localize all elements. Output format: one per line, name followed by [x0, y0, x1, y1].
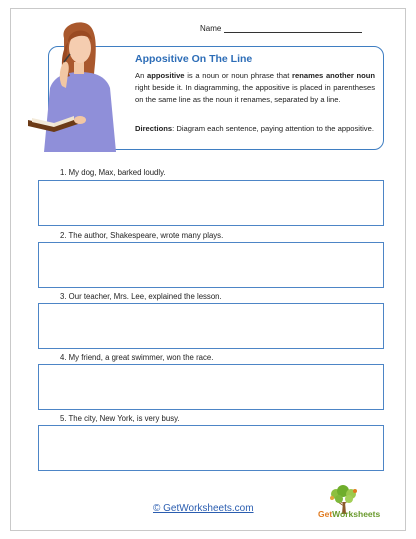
answer-box-1[interactable] [38, 180, 384, 226]
question-5: 5. The city, New York, is very busy. [60, 414, 180, 423]
question-4: 4. My friend, a great swimmer, won the race. [60, 353, 214, 362]
directions-text: : Diagram each sentence, paying attention to the appositive. [172, 124, 374, 133]
directions-label: Directions [135, 124, 173, 133]
term-renames: renames another noun [292, 71, 376, 80]
answer-box-3[interactable] [38, 303, 384, 349]
name-field[interactable] [200, 24, 362, 33]
term-appositive: appositive [146, 71, 185, 80]
answer-box-4[interactable] [38, 364, 384, 410]
intro-paragraph [135, 70, 375, 106]
intro-mid: is a noun or noun phrase that [184, 71, 293, 80]
answer-box-2[interactable] [38, 242, 384, 288]
question-1: 1. My dog, Max, barked loudly. [60, 168, 166, 177]
directions [135, 123, 375, 135]
question-2: 2. The author, Shakespeare, wrote many plays. [60, 231, 224, 240]
footer-link[interactable]: © GetWorksheets.com [153, 503, 254, 514]
logo-get: Get [318, 509, 333, 519]
intro-rest: right beside it. In diagramming, the appositive is placed in parentheses on the same line as the noun it renames, separated by a line. [135, 83, 375, 104]
teacher-illustration [24, 16, 134, 152]
logo-worksheets: Worksheets [332, 509, 381, 519]
brand-logo-text [318, 509, 380, 519]
name-blank-line[interactable] [224, 26, 362, 33]
intro-prefix: An [135, 71, 147, 80]
answer-box-5[interactable] [38, 425, 384, 471]
name-label: Name [200, 24, 222, 33]
question-3: 3. Our teacher, Mrs. Lee, explained the lesson. [60, 292, 222, 301]
worksheet-title: Appositive On The Line [135, 53, 253, 65]
